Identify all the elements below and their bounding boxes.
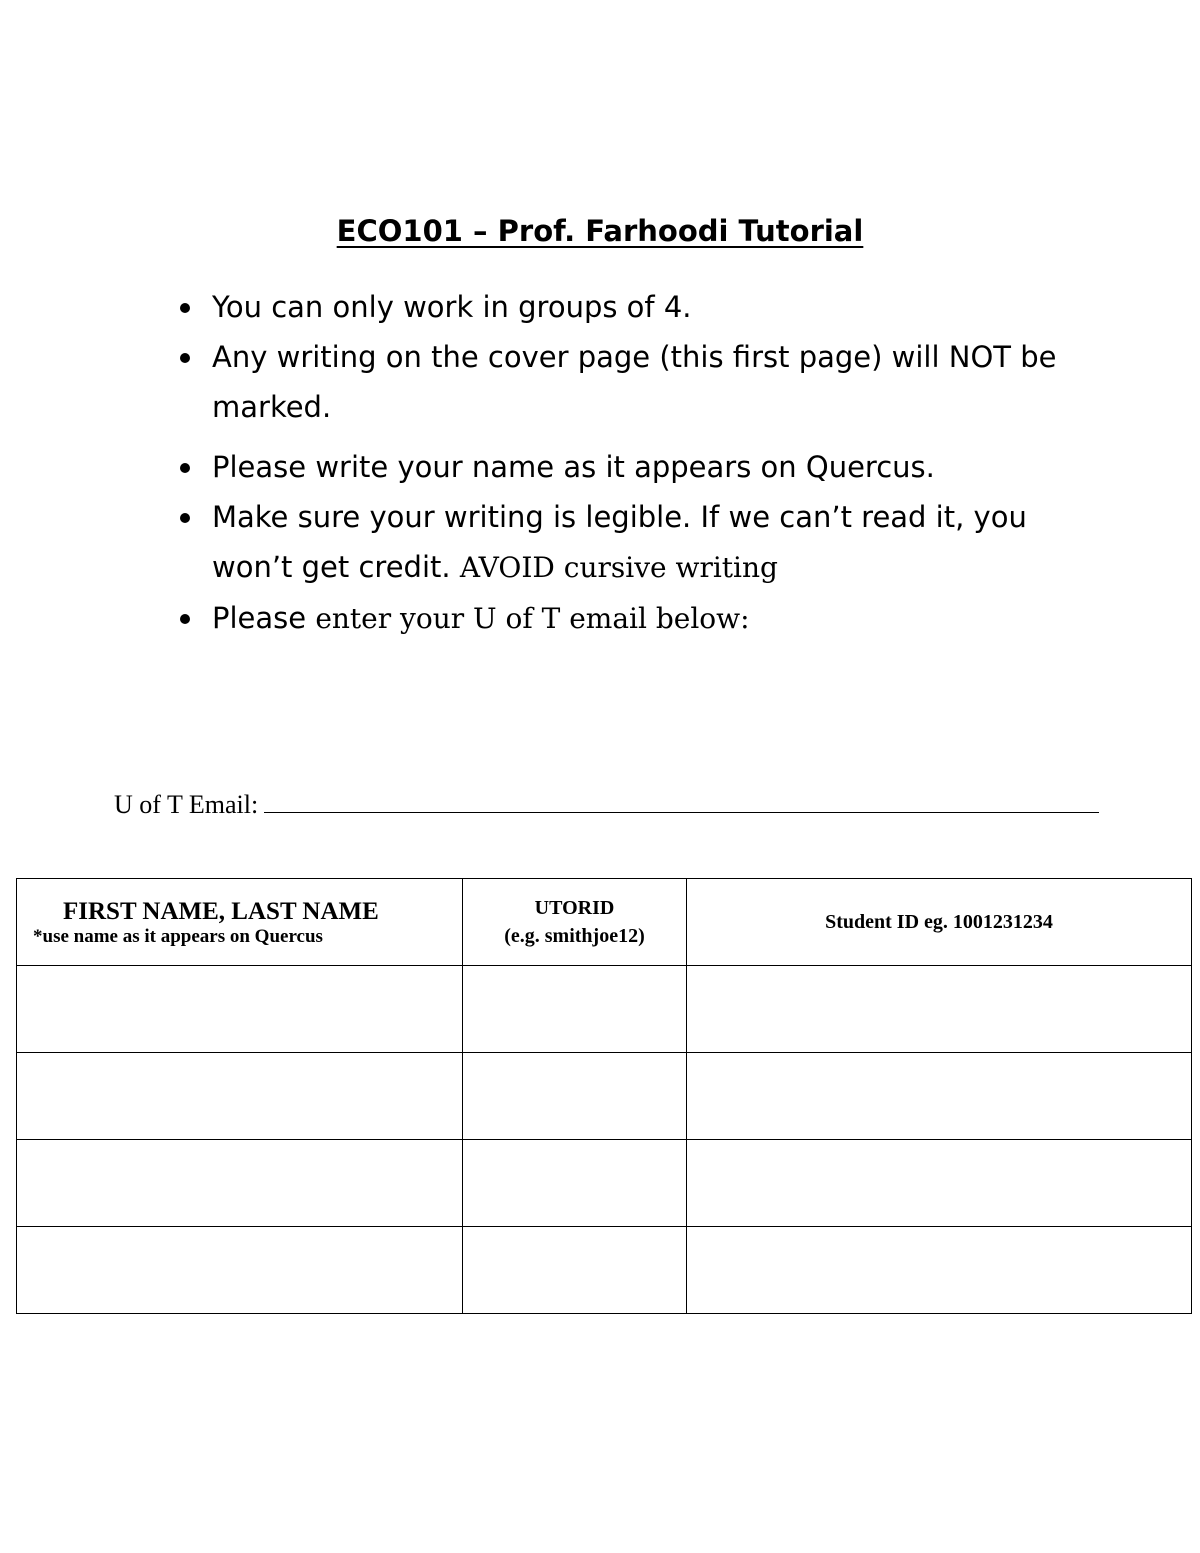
instruction-text: Please [212, 601, 316, 635]
instruction-text-serif: enter your U of T email below: [315, 602, 750, 635]
name-column-header [17, 879, 463, 966]
name-header-label: FIRST NAME, LAST NAME [63, 898, 379, 925]
table-header-row [17, 879, 1192, 966]
list-item [176, 492, 1096, 593]
bullet-icon [180, 303, 190, 313]
bullet-icon [180, 513, 190, 523]
bullet-icon [180, 614, 190, 624]
table-row [17, 1053, 1192, 1140]
utorid-column-header [463, 879, 687, 966]
instruction-text: Any writing on the cover page (this first page) will NOT be marked. [212, 340, 1057, 424]
name-cell[interactable] [17, 1053, 463, 1140]
utorid-header-label: UTORID [534, 897, 615, 919]
table-row [17, 1140, 1192, 1227]
studentid-cell[interactable] [687, 1140, 1192, 1227]
bullet-icon [180, 463, 190, 473]
roster-table [16, 878, 1192, 1314]
list-item [176, 593, 1096, 644]
studentid-cell[interactable] [687, 1053, 1192, 1140]
utorid-cell[interactable] [463, 1227, 687, 1314]
list-item [176, 332, 1096, 432]
name-header-note: *use name as it appears on Quercus [33, 926, 323, 947]
list-item [176, 442, 1096, 492]
utorid-cell[interactable] [463, 1053, 687, 1140]
utorid-cell[interactable] [463, 966, 687, 1053]
instruction-text: Make sure your writing is legible. If we can’t read it, you won’t get credit. [212, 500, 1027, 584]
email-label: U of T Email: [114, 790, 259, 819]
instruction-text: Please write your name as it appears on Quercus. [212, 450, 935, 484]
name-cell[interactable] [17, 1227, 463, 1314]
instruction-emphasis: AVOID cursive writing [459, 551, 778, 584]
email-blank-line[interactable] [264, 788, 1099, 813]
instruction-text: You can only work in groups of 4. [212, 290, 692, 324]
bullet-icon [180, 353, 190, 363]
instruction-list [176, 282, 1096, 644]
studentid-cell[interactable] [687, 966, 1192, 1053]
name-cell[interactable] [17, 1140, 463, 1227]
studentid-column-header: Student ID eg. 1001231234 [687, 879, 1192, 966]
email-field[interactable] [114, 788, 1099, 820]
table-row [17, 1227, 1192, 1314]
utorid-header-note: (e.g. smithjoe12) [504, 925, 645, 947]
studentid-cell[interactable] [687, 1227, 1192, 1314]
utorid-cell[interactable] [463, 1140, 687, 1227]
list-item [176, 282, 1096, 332]
name-cell[interactable] [17, 966, 463, 1053]
page-title: ECO101 – Prof. Farhoodi Tutorial [336, 214, 864, 248]
table-row [17, 966, 1192, 1053]
